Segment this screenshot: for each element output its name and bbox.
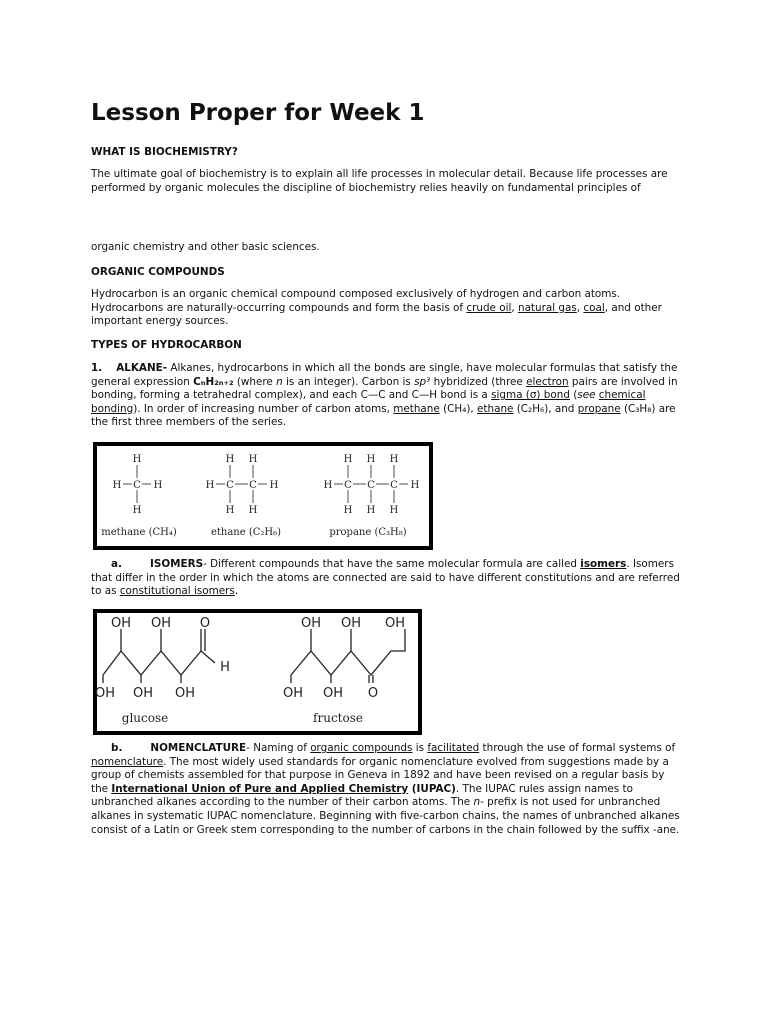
heading-organic-compounds: ORGANIC COMPOUNDS — [91, 266, 225, 278]
svg-text:OH: OH — [110, 616, 132, 631]
propane-label: propane (C₃H₈) — [329, 527, 407, 538]
svg-text:OH: OH — [150, 616, 172, 631]
svg-text:C: C — [226, 480, 234, 491]
text: - Naming of — [246, 742, 311, 754]
link-natural-gas[interactable]: natural gas — [517, 301, 577, 314]
svg-text:OH: OH — [132, 686, 154, 701]
glucose-structure — [95, 616, 230, 701]
text: (C₃H₈) are the first three members of the series. — [91, 402, 676, 429]
link-ethane[interactable]: ethane — [477, 402, 514, 415]
svg-text:H: H — [269, 480, 279, 491]
svg-text:H: H — [225, 454, 235, 465]
svg-text:O: O — [367, 686, 379, 701]
link-coal[interactable]: coal — [583, 301, 605, 314]
text: ). In order of increasing number of carbon atoms, — [133, 402, 394, 415]
link-propane[interactable]: propane — [577, 402, 621, 415]
alkane-structures-diagram — [97, 446, 429, 546]
text: . The IUPAC rules assign names to unbranched alkanes according to the number of their carbon atoms. The — [91, 782, 633, 809]
paragraph-isomers — [91, 558, 681, 599]
text: n — [276, 375, 283, 388]
text: , — [511, 301, 518, 314]
page-title: Lesson Proper for Week 1 — [91, 100, 425, 126]
text: n — [473, 796, 481, 809]
link-electron[interactable]: electron — [526, 375, 569, 388]
svg-text:O: O — [199, 616, 211, 631]
svg-text:C: C — [390, 480, 398, 491]
text: Hydrocarbon is an organic chemical compound composed exclusively of hydrogen and carbon atoms. Hydrocarbons are naturally-occurring compounds and form the basis of — [91, 288, 621, 314]
alkane-label: ALKANE- — [116, 362, 168, 374]
text: . Isomers that differ in the order in which the atoms are connected are said to have different constitutions and are referred to as — [91, 558, 680, 598]
svg-text:H: H — [132, 454, 142, 465]
isomers-label: ISOMERS — [149, 558, 204, 570]
ethane-label: ethane (C₂H₆) — [210, 527, 282, 538]
link-methane[interactable]: methane — [393, 402, 440, 415]
svg-text:H: H — [389, 454, 399, 465]
text: . The most widely used standards for organic nomenclature evolved from suggestions made by a group of chemists assembled for that purpose in Geneva in 1892 and have been revised on a regular basis by the — [91, 755, 669, 795]
paragraph-biochemistry-cont: organic chemistry and other basic sciences. — [91, 241, 320, 253]
paragraph-alkane — [91, 362, 681, 430]
svg-text:H: H — [112, 480, 122, 491]
svg-text:H: H — [132, 505, 142, 516]
svg-text:H: H — [343, 505, 353, 516]
nomenclature-label: NOMENCLATURE — [150, 742, 247, 754]
svg-text:OH: OH — [322, 686, 344, 701]
svg-text:H: H — [248, 505, 258, 516]
fructose-label: fructose — [313, 711, 363, 725]
general-formula: CₙH₂ₙ₊₂ — [193, 375, 234, 388]
text: - prefix is not used for unbranched alkanes in systematic IUPAC nomenclature. Beginning with five-carbon chains, the names of unbranched alkanes consist of a Latin or Greek stem corresponding to the number of carbons in the chain followed by the suffix -ane. — [91, 796, 680, 836]
ethane-structure — [206, 454, 279, 516]
propane-structure — [324, 454, 420, 516]
text: Alkanes, hydrocarbons in which all the bonds are single, have molecular formulas that satisfy the general expression — [91, 362, 678, 388]
text: hybridized (three — [430, 375, 527, 388]
glucose-fructose-diagram — [94, 613, 418, 731]
svg-text:H: H — [220, 660, 230, 675]
text: (where — [233, 375, 277, 388]
svg-text:H: H — [323, 480, 333, 491]
text: pairs are involved in bonding, forming a tetrahedral complex), and each C—C and C—H bond is a — [91, 375, 678, 402]
link-organic-compounds[interactable]: organic compounds — [310, 742, 413, 754]
svg-text:C: C — [133, 480, 141, 491]
link-facilitated[interactable]: facilitated — [427, 742, 480, 754]
text: ( — [569, 389, 578, 402]
paragraph-biochemistry: The ultimate goal of biochemistry is to explain all life processes in molecular detail. Because life processes are performed by organic molecules the discipline of biochemistry relies heavily on fundamental principles of — [91, 168, 668, 194]
svg-text:H: H — [389, 505, 399, 516]
heading-types-of-hydrocarbon: TYPES OF HYDROCARBON — [91, 339, 242, 351]
svg-text:H: H — [153, 480, 163, 491]
heading-biochemistry: WHAT IS BIOCHEMISTRY? — [91, 146, 238, 158]
link-constitutional-isomers[interactable]: constitutional isomers — [119, 585, 235, 598]
svg-text:H: H — [205, 480, 215, 491]
svg-text:OH: OH — [384, 616, 406, 631]
svg-text:H: H — [248, 454, 258, 465]
list-letter: a. — [111, 558, 122, 570]
svg-text:OH: OH — [174, 686, 196, 701]
link-isomers[interactable]: isomers — [580, 558, 627, 570]
link-iupac[interactable]: International Union of Pure and Applied Chemistry — [111, 782, 409, 795]
text: see — [577, 389, 596, 402]
link-sigma-bond[interactable]: sigma (σ) bond — [491, 389, 570, 402]
list-number: 1. — [91, 362, 103, 374]
svg-text:H: H — [366, 505, 376, 516]
text: , — [576, 301, 584, 314]
svg-text:OH: OH — [340, 616, 362, 631]
glucose-label: glucose — [121, 711, 169, 725]
fructose-structure — [283, 616, 405, 701]
isomers-figure — [93, 609, 422, 735]
text: - Different compounds that have the same molecular formula are called — [203, 558, 581, 570]
text: through the use of formal systems of — [479, 742, 676, 754]
list-letter: b. — [111, 742, 123, 754]
text: (CH₄), — [439, 402, 478, 415]
svg-text:OH: OH — [282, 686, 304, 701]
methane-structure — [113, 454, 163, 516]
svg-text:H: H — [366, 454, 376, 465]
svg-text:H: H — [410, 480, 420, 491]
text: is — [412, 742, 428, 754]
methane-label: methane (CH₄) — [101, 527, 177, 538]
alkane-structures-figure — [93, 442, 433, 550]
paragraph-nomenclature — [91, 742, 681, 837]
svg-text:H: H — [225, 505, 235, 516]
text: (C₂H₆), and — [513, 402, 578, 415]
svg-text:OH: OH — [94, 686, 116, 701]
svg-text:C: C — [344, 480, 352, 491]
link-chemical-bonding[interactable]: chemical bonding — [91, 389, 646, 415]
text: (IUPAC) — [408, 782, 456, 795]
text: , and other important energy sources. — [91, 301, 662, 328]
svg-text:C: C — [249, 480, 257, 491]
link-nomenclature[interactable]: nomenclature — [91, 755, 164, 768]
text: . — [234, 585, 239, 598]
paragraph-hydrocarbon — [91, 288, 681, 329]
link-crude-oil[interactable]: crude oil — [466, 301, 512, 314]
svg-text:H: H — [343, 454, 353, 465]
text: is an integer). Carbon is — [282, 375, 415, 388]
svg-text:OH: OH — [300, 616, 322, 631]
text: sp³ — [414, 375, 431, 388]
svg-text:C: C — [367, 480, 375, 491]
